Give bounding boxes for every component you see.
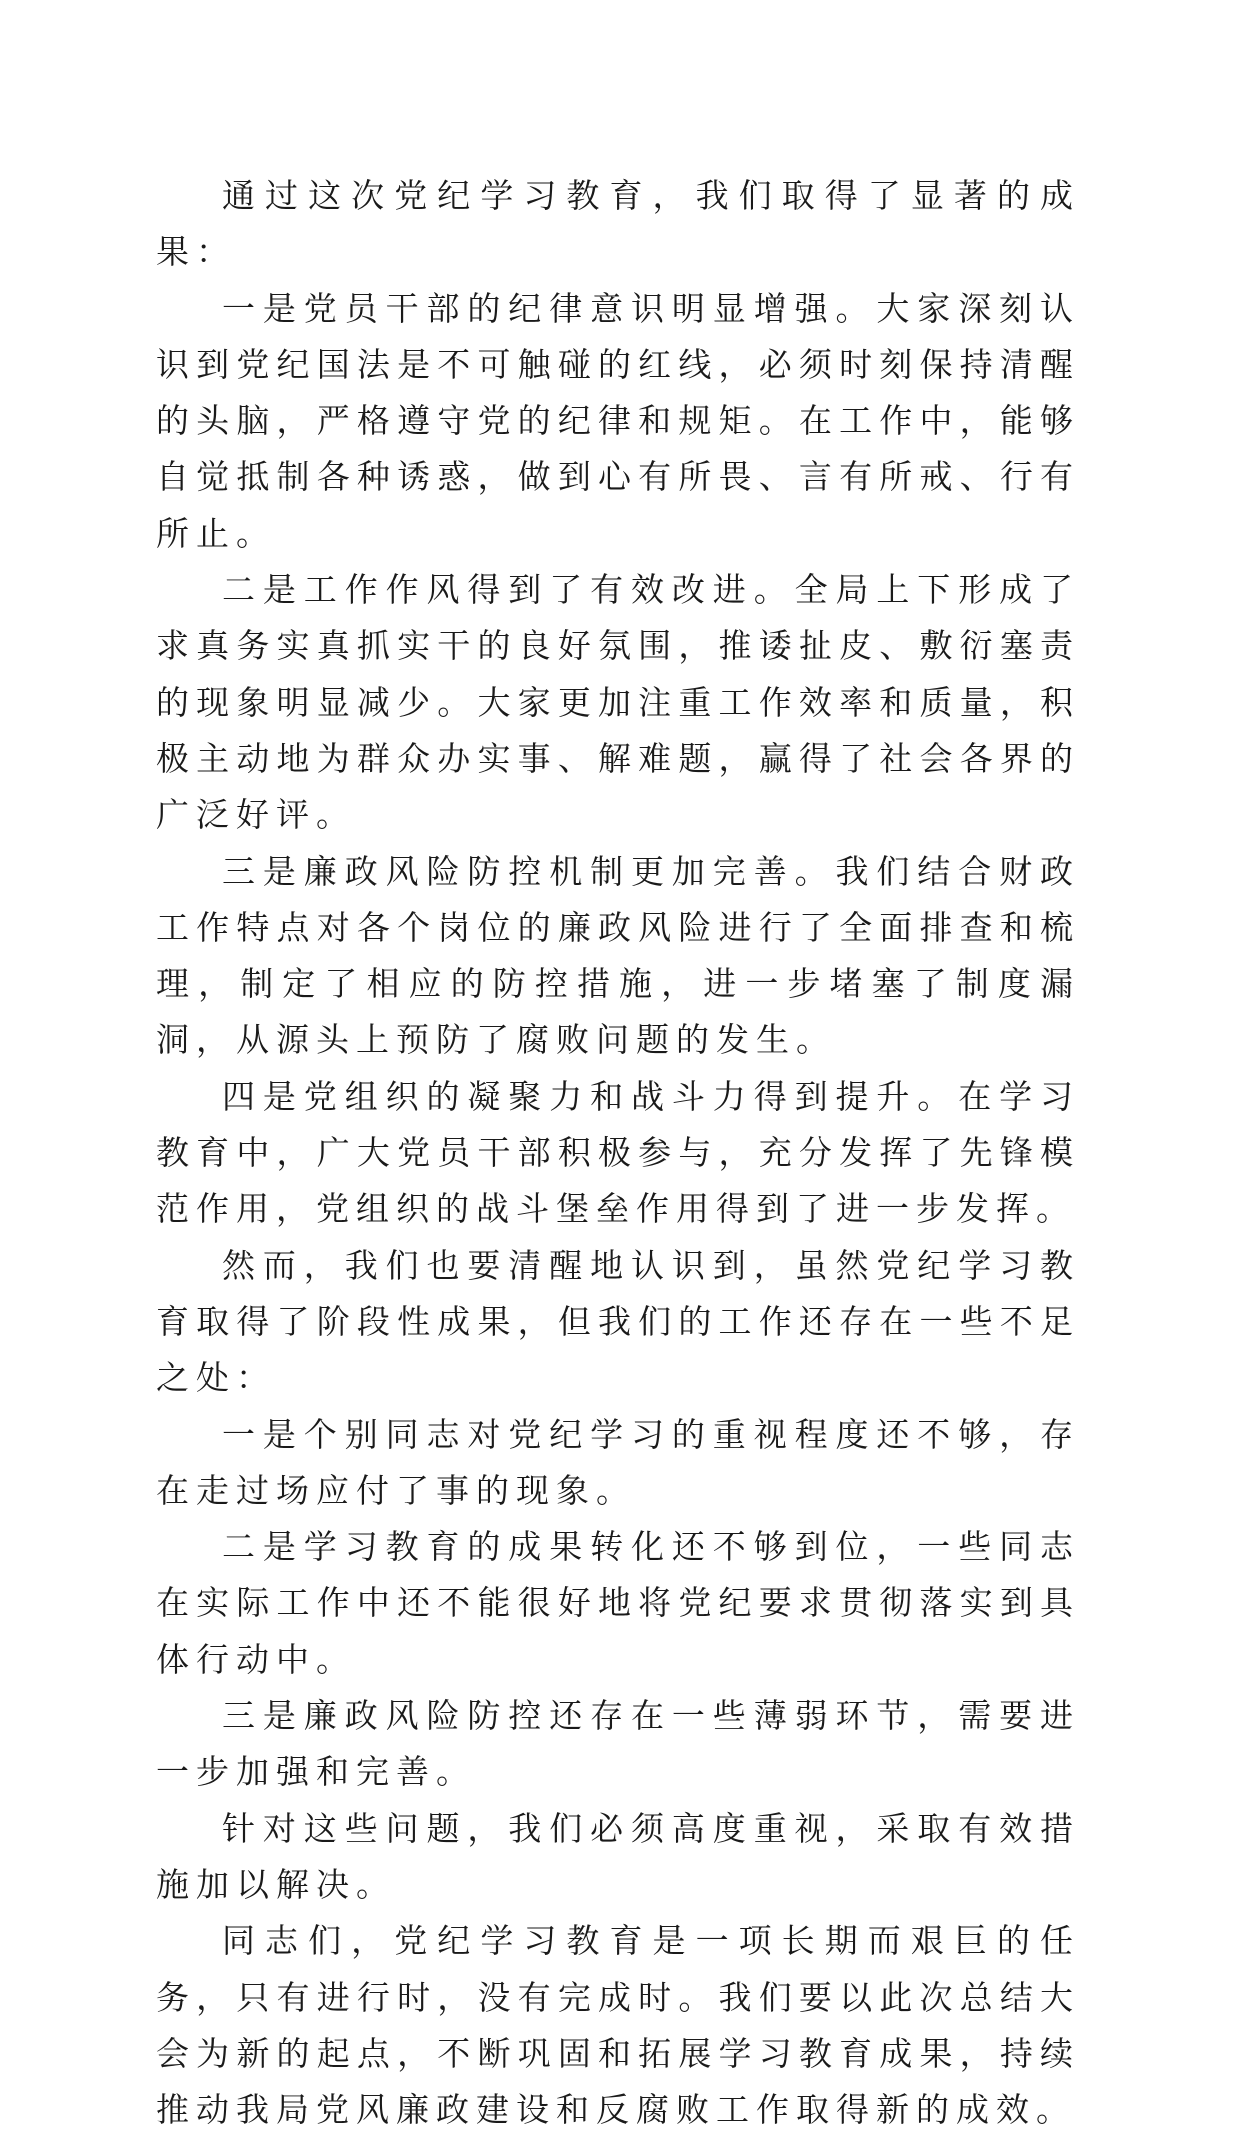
paragraph-shortcomings-intro: 然而，我们也要清醒地认识到，虽然党纪学习教育取得了阶段性成果，但我们的工作还存在一些不足之处： — [156, 1245, 1080, 1398]
paragraph-closing: 同志们，党纪学习教育是一项长期而艰巨的任务，只有进行时，没有完成时。我们要以此次总结大会为新的起点，不断巩固和拓展学习教育成果，持续推动我局党风廉政建设和反腐败工作取得新的成效。 — [156, 1921, 1080, 2130]
paragraph-achievement-2: 二是工作作风得到了有效改进。全局上下形成了求真务实真抓实干的良好氛围，推诿扯皮、敷衍塞责的现象明显减少。大家更加注重工作效率和质量，积极主动地为群众办实事、解难题，赢得了社会各界的广泛好评。 — [156, 570, 1080, 835]
paragraph-achievements-intro: 通过这次党纪学习教育，我们取得了显著的成果： — [156, 176, 1080, 272]
paragraph-shortcoming-2: 二是学习教育的成果转化还不够到位，一些同志在实际工作中还不能很好地将党纪要求贯彻落实到具体行动中。 — [156, 1527, 1080, 1679]
paragraph-achievement-4: 四是党组织的凝聚力和战斗力得到提升。在学习教育中，广大党员干部积极参与，充分发挥了先锋模范作用，党组织的战斗堡垒作用得到了进一步发挥。 — [156, 1076, 1080, 1229]
paragraph-countermeasures: 针对这些问题，我们必须高度重视，采取有效措施加以解决。 — [156, 1808, 1080, 1904]
paragraph-shortcoming-1: 一是个别同志对党纪学习的重视程度还不够，存在走过场应付了事的现象。 — [156, 1414, 1080, 1510]
paragraph-achievement-1: 一是党员干部的纪律意识明显增强。大家深刻认识到党纪国法是不可触碰的红线，必须时刻保持清醒的头脑，严格遵守党的纪律和规矩。在工作中，能够自觉抵制各种诱惑，做到心有所畏、言有所戒、行有所止。 — [156, 288, 1080, 553]
paragraph-shortcoming-3: 三是廉政风险防控还存在一些薄弱环节，需要进一步加强和完善。 — [156, 1696, 1080, 1792]
document-body — [156, 168, 1080, 2138]
paragraph-achievement-3: 三是廉政风险防控机制更加完善。我们结合财政工作特点对各个岗位的廉政风险进行了全面排查和梳理，制定了相应的防控措施，进一步堵塞了制度漏洞，从源头上预防了腐败问题的发生。 — [156, 851, 1080, 1060]
